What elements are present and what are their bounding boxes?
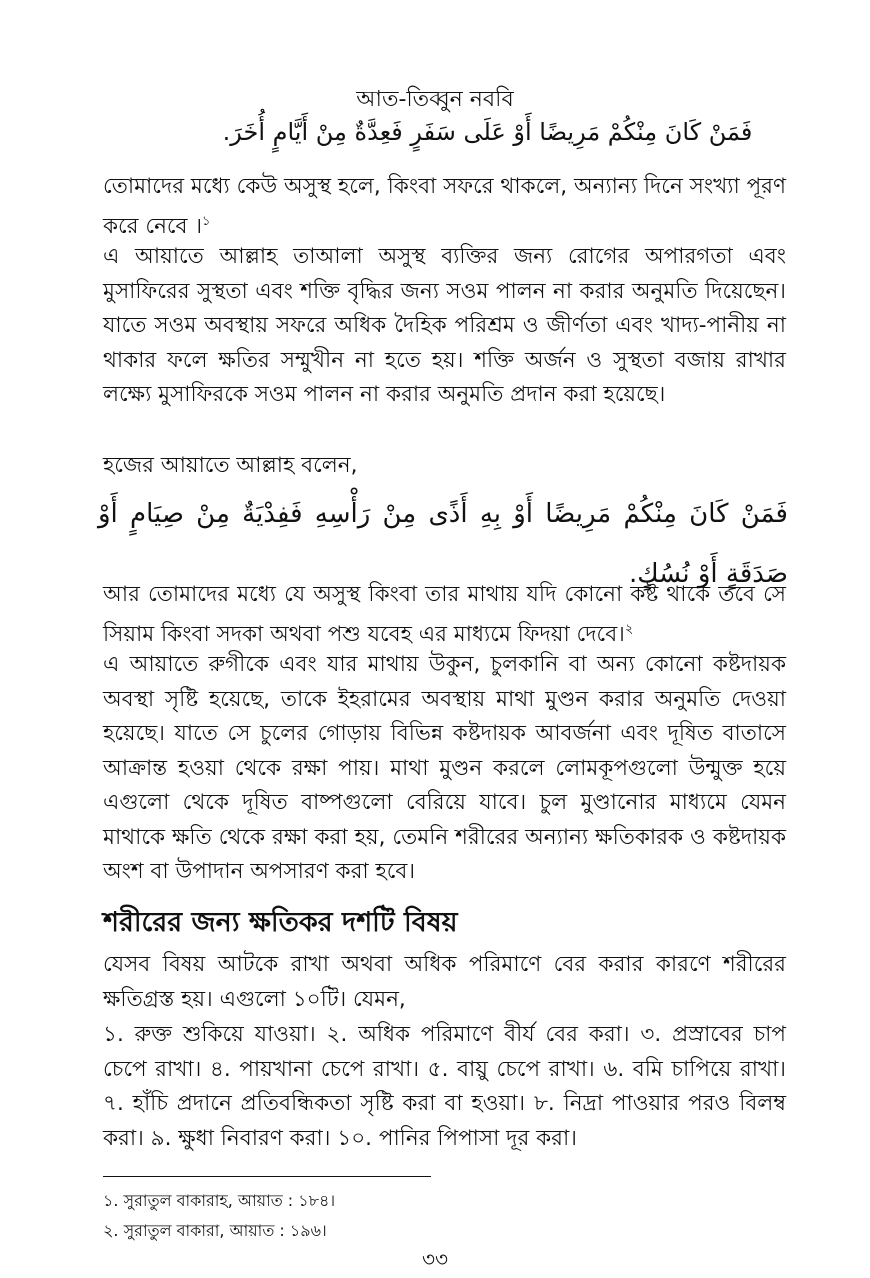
footnote-1: ১. সুরাতুল বাকারাহ, আয়াত : ১৮৪। — [103, 1191, 336, 1210]
paragraph-translation-2 — [103, 578, 786, 652]
running-header: আত-তিব্বুন নববি — [356, 87, 514, 112]
paragraph-explanation-1: এ আয়াতে আল্লাহ তাআলা অসুস্থ ব্যক্তির জন্য রোগের অপারগতা এবং মুসাফিরের সুস্থতা এবং শক্তি বৃদ্ধির জন্য সওম পালন না করার অনুমতি দিয়েছেন। যাতে সওম অবস্থায় সফরে অধিক দৈহিক পরিশ্রম ও জীর্ণতা এবং খাদ্য-পানীয় না থাকার ফলে ক্ষতির সম্মুখীন না হতে হয়। শক্তি অর্জন ও সুস্থতা বজায় রাখার লক্ষ্যে মুসাফিরকে সওম পালন না করার অনুমতি প্রদান করা হয়েছে। — [103, 244, 786, 407]
arabic-verse-2: فَمَنْ كَانَ مِنْكُمْ مَرِيضًا أَوْ بِهِ أَذًى مِنْ رَأْسِهِ فَفِدْيَةٌ مِنْ صِيَامٍ أَوْ صَدَقَةٍ أَوْ نُسُكٍ. — [98, 499, 788, 589]
paragraph-explanation-2: এ আয়াতে রুগীকে এবং যার মাথায় উকুন, চুলকানি বা অন্য কোনো কষ্টদায়ক অবস্থা সৃষ্টি হয়েছে, তাকে ইহরামের অবস্থায় মাথা মুণ্ডন করার অনুমতি দেওয়া হয়েছে। যাতে সে চুলের গোড়ায় বিভিন্ন কষ্টদায়ক আবর্জনা এবং দূষিত বাতাসে আক্রান্ত হওয়া থেকে রক্ষা পায়। মাথা মুণ্ডন করলে লোমকূপগুলো উন্মুক্ত হয়ে এগুলো থেকে দূষিত বাষ্পগুলো বেরিয়ে যাবে। চুল মুণ্ডানোর মাধ্যমে যেমন মাথাকে ক্ষতি থেকে রক্ষা করা হয়, তেমনি শরীরের অন্যান্য ক্ষতিকারক ও কষ্টদায়ক অংশ বা উপাদান অপসারণ করা হবে। — [103, 652, 786, 884]
arabic-verse-1: فَمَنْ كَانَ مِنْكُمْ مَرِيضًا أَوْ عَلَى سَفَرٍ فَعِدَّةٌ مِنْ أَيَّامٍ أُخَرَ. — [222, 118, 753, 146]
footnote-2: ২. সুরাতুল বাকারা, আয়াত : ১৯৬। — [103, 1221, 327, 1240]
paragraph-text: আর তোমাদের মধ্যে যে অসুস্থ কিংবা তার মাথায় যদি কোনো কষ্ট থাকে তবে সে সিয়াম কিংবা সদকা অথবা পশু যবেহ এর মাধ্যমে ফিদয়া দেবে। — [103, 582, 786, 647]
paragraph-section-intro: যেসব বিষয় আটকে রাখা অথবা অধিক পরিমাণে বের করার কারণে শরীরের ক্ষতিগ্রস্ত হয়। এগুলো ১০টি। যেমন, — [103, 952, 786, 1012]
page-number: ৩৩ — [421, 1247, 448, 1271]
footnote-ref-1[interactable]: ১ — [202, 213, 211, 229]
paragraph-text: তোমাদের মধ্যে কেউ অসুস্থ হলে, কিংবা সফরে থাকলে, অন্যান্য দিনে সংখ্যা পূরণ করে নেবে । — [103, 174, 786, 239]
paragraph-numbered-list: ১. রুক্ত শুকিয়ে যাওয়া। ২. অধিক পরিমাণে বীর্য বের করা। ৩. প্রস্রাবের চাপ চেপে রাখা। ৪. পায়খানা চেপে রাখা। ৫. বায়ু চেপে রাখা। ৬. বমি চাপিয়ে রাখা। ৭. হাঁচি প্রদানে প্রতিবন্ধিকতা সৃষ্টি করা বা হওয়া। ৮. নিদ্রা পাওয়ার পরও বিলম্ব করা। ৯. ক্ষুধা নিবারণ করা। ১০. পানির পিপাসা দূর করা। — [103, 1022, 786, 1151]
footnote-divider — [103, 1176, 431, 1177]
footnote-ref-2[interactable]: ২ — [624, 621, 634, 637]
section-heading: শরীরের জন্য ক্ষতিকর দশটি বিষয় — [103, 907, 458, 938]
paragraph-intro-hajj: হজের আয়াতে আল্লাহ বলেন, — [103, 453, 358, 478]
paragraph-translation-1 — [103, 170, 786, 244]
